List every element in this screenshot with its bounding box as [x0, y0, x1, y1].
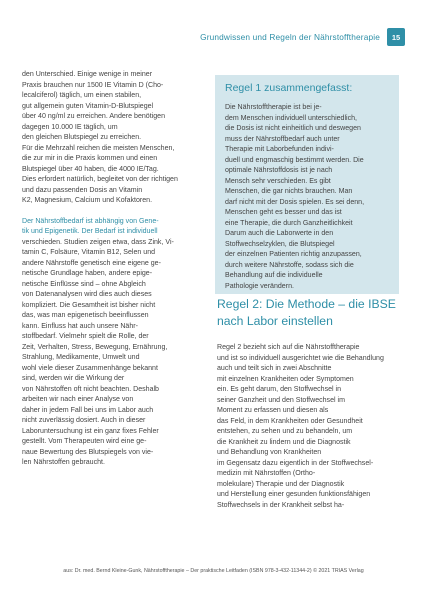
summary-box-body	[225, 103, 395, 292]
text-line: Menschen, die gar nichts brauchen. Man	[225, 188, 353, 195]
text-line: Regel 2 bezieht sich auf die Nährstofftherapie	[217, 344, 360, 351]
left-paragraph-1	[22, 70, 203, 207]
section-heading: Regel 2: Die Methode – die IBSE nach Labor einstellen	[217, 297, 396, 328]
text-line: stoffbedarf. Vielmehr spielt die Rolle, der	[22, 333, 149, 340]
text-line: Moment zu erfassen und diesen als	[217, 407, 329, 414]
page-footer: aus: Dr. med. Bernd Kleine-Gunk, Nährstofftherapie – Der praktische Leitfaden (ISBN 978-3-432-11344-2) © 2021 TRIAS Verlag	[63, 568, 364, 574]
right-column	[217, 343, 404, 511]
text-line: duell und engmaschig bestimmt werden. Die	[225, 156, 364, 164]
text-line: kompliziert. Die Gesamtheit ist bisher nicht	[22, 301, 156, 309]
text-line: den Unterschied. Einige wenige in meiner	[22, 71, 153, 78]
text-line: die zur mir in die Praxis kommen und einen	[22, 155, 158, 162]
text-line: Darum auch die Laborwerte in den	[225, 230, 334, 237]
text-line: dem Menschen individuell unterschiedlich,	[225, 114, 358, 122]
text-line: von Datenanalysen wird dies auch dieses	[22, 291, 152, 298]
text-line: und Behandlung von Krankheiten	[217, 449, 322, 456]
text-line: von Nährstoffen oft nicht beachten. Deshalb	[22, 385, 159, 393]
text-line: netische Einflüsse sind – ohne Abgleich	[22, 280, 146, 288]
text-line: daher in jedem Fall bei uns im Labor auch	[22, 406, 154, 414]
text-line: und ist so individuell ausgerichtet wie die Behandlung	[217, 354, 384, 362]
summary-box-title: Regel 1 zusammengefasst:	[225, 82, 353, 94]
text-line: dagegen 10.000 IE täglich, um	[22, 123, 118, 131]
text-line: muss der Nährstoffbedarf auch unter	[225, 135, 340, 143]
text-line: molekulare) Therapie und der Diagnostik	[217, 480, 345, 488]
running-header-title: Grundwissen und Regeln der Nährstofftherapie	[200, 32, 380, 42]
text-line: Der Nährstoffbedarf ist abhängig von Gene-	[22, 217, 159, 225]
text-line: lecalciferol) täglich, um einen stabilen,	[22, 92, 142, 99]
text-line: medizin mit Nährstoffen (Ortho-	[217, 470, 316, 477]
text-line: Behandlung auf die individuelle	[225, 272, 323, 279]
text-line: Stoffwechselzyklen, die Blutspiegel	[225, 240, 335, 248]
text-line: netische Grundlage haben, andere epige-	[22, 270, 153, 277]
text-line: seiner Ganzheit und den Stoffwechsel im	[217, 396, 345, 404]
running-header	[200, 28, 405, 46]
text-line: über 40 ng/ml zu erreichen. Andere benötigen	[22, 113, 165, 120]
text-line: mit einzelnen Krankheiten oder Symptomen	[217, 375, 354, 383]
text-line: das Feld, in dem Krankheiten oder Gesundheit	[217, 417, 363, 425]
text-line: Die Nährstofftherapie ist bei je-	[225, 104, 322, 111]
text-line: auch und teilt sich in zwei Abschnitte	[217, 365, 332, 372]
text-line: naue Bewertung des Blutspiegels von vie-	[22, 448, 154, 456]
text-line: Dies erfordert natürlich, begleitet von der richtigen	[22, 176, 178, 183]
text-line: Pathologie verändern.	[225, 282, 294, 290]
text-line: Stoffwechsels in der Krankheit selbst ha-	[217, 501, 345, 509]
text-line: K2, Magnesium, Calcium und Kofaktoren.	[22, 197, 153, 204]
text-line: gestellt. Vom Therapeuten wird eine ge-	[22, 438, 147, 445]
text-line: im Gegensatz dazu eigentlich in der Stoffwechsel-	[217, 459, 374, 467]
text-line: durch weitere Nährstoffe, sodass sich die	[225, 261, 354, 269]
text-line: wohl viele dieser Zusammenhänge bekannt	[22, 364, 158, 372]
left-paragraph-2	[22, 217, 203, 469]
text-line: Laboruntersuchung ist ein ganz fixes Fehler	[22, 427, 159, 435]
text-line: Blutspiegel über 40 haben, die 4000 IE/Tag.	[22, 165, 159, 173]
text-line: eine Therapie, die durch Ganzheitlichkeit	[225, 219, 353, 227]
text-line: und dazu passenden Dosis an Vitamin	[22, 186, 143, 194]
text-line: Mensch sehr verschieden. Es gibt	[225, 177, 331, 185]
text-line: Zeit, Verhalten, Stress, Bewegung, Ernährung,	[22, 343, 168, 351]
text-line: Praxis brauchen nur 1500 IE Vitamin D (Cho-	[22, 81, 164, 89]
text-line: den gleichen Blutspiegel zu erreichen.	[22, 134, 142, 141]
left-column	[22, 70, 203, 479]
text-line: ein. Es geht darum, den Stoffwechsel in	[217, 386, 342, 393]
text-line: Menschen geht es besser und das ist	[225, 209, 342, 216]
text-line: tik und Epigenetik. Der Bedarf ist individuell	[22, 228, 158, 235]
text-line: sind, werden wir die Wirkung der	[22, 375, 125, 382]
text-line: und Herstellung einer gesunden funktionsfähigen	[217, 491, 371, 498]
summary-box	[215, 75, 399, 294]
text-line: entstehen, zu sehen und zu behandeln, um	[217, 428, 353, 435]
text-line: optimale Nährstoffdosis ist je nach	[225, 167, 333, 174]
text-line: Strahlung, Medikamente, Umwelt und	[22, 354, 140, 361]
text-line: len Nährstoffen gebraucht.	[22, 459, 105, 466]
text-line: arbeiten wir nach einer Analyse von	[22, 396, 134, 403]
text-line: die Dosis ist nicht einheitlich und deswegen	[225, 125, 361, 132]
text-line: darf nicht mit der Dosis spielen. Es sei denn,	[225, 198, 365, 206]
text-line: verschieden. Studien zeigen etwa, dass Zink, Vi-	[22, 238, 174, 246]
text-line: tamin C, Folsäure, Vitamin B12, Selen und	[22, 249, 156, 256]
text-line: das, was man epigenetisch beeinflussen	[22, 312, 149, 319]
text-line: Therapie mit Laborbefunden indivi-	[225, 146, 334, 153]
text-line: nicht zuverlässig dosiert. Auch in dieser	[22, 417, 146, 424]
text-line: der einzelnen Patienten richtig anzupassen,	[225, 251, 362, 258]
text-line: andere Nährstoffe genetisch eine eigene ge-	[22, 259, 161, 267]
page-number: 15	[387, 28, 405, 46]
text-line: gut allgemein guten Vitamin-D-Blutspiegel	[22, 102, 154, 110]
text-line: Für die Mehrzahl reichen die meisten Menschen,	[22, 144, 175, 152]
text-line: kann. Einfluss hat auch unsere Nähr-	[22, 322, 138, 330]
text-line: die Krankheit zu lindern und die Diagnostik	[217, 438, 351, 446]
